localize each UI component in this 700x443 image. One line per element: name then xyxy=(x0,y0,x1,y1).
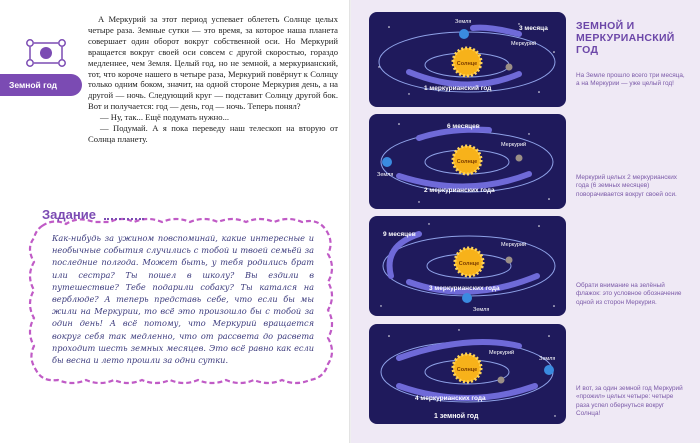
earth-icon xyxy=(459,29,469,39)
panel-caption: И вот, за один земной год Меркурий «прожил» целых четыре: четыре раза успел обернуться вокруг Солнца! xyxy=(576,385,683,417)
months-label: 6 месяцев xyxy=(447,123,480,130)
dialogue-line: — Подумай. А я пока переведу наш телескоп на вторую от Солнца планету. xyxy=(88,123,338,144)
mercury-icon xyxy=(506,64,513,71)
mercury-label: Меркурий xyxy=(489,350,515,356)
earth-icon xyxy=(462,293,472,303)
earth-icon xyxy=(544,365,554,375)
mercury-years-label: 1 меркурианский год xyxy=(424,85,492,92)
earth-label: Земля xyxy=(539,356,556,362)
orbit-panel-4 xyxy=(369,324,566,424)
orbit-panel-3 xyxy=(369,216,566,316)
mercury-icon xyxy=(506,257,513,264)
orbit-panel-2 xyxy=(369,114,566,209)
panel-caption: Меркурий целых 2 меркурианских года (6 земных месяцев) поворачивается вокруг своей оси. xyxy=(576,174,677,198)
heading-dots xyxy=(104,218,144,220)
paragraph: А Меркурий за этот период успевает облететь Солнце целых четыре раза. Земные сутки — это время, за которое наша планета совершает один оборот вокруг собственной оси. Но Меркурий вращается вокруг своей оси совсем с другой скоростью, гораздо медленнее, чем Земля. Целый год, но не земной, а меркурианский, тот, что короче нашего в четыре раза, Меркурий повёрнут к Солнцу только одним боком, значит, на одной стороне Меркурия день, а на другой — ночь. Следующий круг — подставит Солнцу другой бок. Вот и получается: год — день, год — ночь. Теперь понял? xyxy=(88,14,338,112)
chapter-tab: Земной год xyxy=(0,74,82,96)
mercury-label: Меркурий xyxy=(501,142,527,148)
sun-label: Солнце xyxy=(456,159,478,165)
earth-year-label: 1 земной год xyxy=(434,413,479,420)
mercury-years-label: 4 меркурианских года xyxy=(415,395,486,402)
orbit-emblem-icon xyxy=(22,35,70,71)
mercury-icon xyxy=(516,155,523,162)
mercury-years-label: 3 меркурианских года xyxy=(429,285,500,292)
months-label: 3 месяца xyxy=(519,25,548,32)
months-label: 9 месяцев xyxy=(383,231,416,238)
task-heading: Задание xyxy=(42,207,96,222)
earth-label: Земля xyxy=(473,307,490,313)
sun-label: Солнце xyxy=(458,261,480,267)
panel-caption: На Земле прошло всего три месяца, а на Меркурии — уже целый год! xyxy=(576,72,685,88)
orbit-panel-1 xyxy=(369,12,566,107)
dialogue-line: — Ну, так... Ещё подумать нужно... xyxy=(100,112,230,123)
sun-label: Солнце xyxy=(456,367,478,373)
earth-icon xyxy=(382,157,392,167)
mercury-years-label: 2 меркурианских года xyxy=(424,187,495,194)
sun-label: Солнце xyxy=(456,61,478,67)
main-text xyxy=(88,14,338,145)
earth-label: Земля xyxy=(377,172,394,178)
mercury-label: Меркурий xyxy=(501,242,527,248)
task-text: Как-нибудь за ужином повспоминай, какие интересные и необычные события случились с тобой и твоей семьёй за последние полгода. Может быть, у тебя родились брат или сестра? Ты пошел в школу? Вы ездили в путешествие? Тебе подарили собаку? Ты катался на верблюде? А теперь представь себе, что если бы мы жили на Меркурии, то всё это произошло бы с тобой за один день! А всё потому, что Меркурий вращается вокруг себя так медленно, что от рассвета до расвета проходит шесть земных месяцев. Это всё равно как если бы весна и лето прошли за одни сутки. xyxy=(52,233,314,366)
mercury-label: Меркурий xyxy=(511,41,537,47)
book-spine xyxy=(349,0,351,443)
mercury-icon xyxy=(498,377,505,384)
panel-caption: Обрати внимание на зелёный флажок: это условное обозначение одной из сторон Меркурия. xyxy=(576,282,682,306)
right-page-heading: ЗЕМНОЙ И МЕРКУРИАНСКИЙ ГОД xyxy=(576,20,675,56)
earth-label: Земля xyxy=(455,19,472,25)
